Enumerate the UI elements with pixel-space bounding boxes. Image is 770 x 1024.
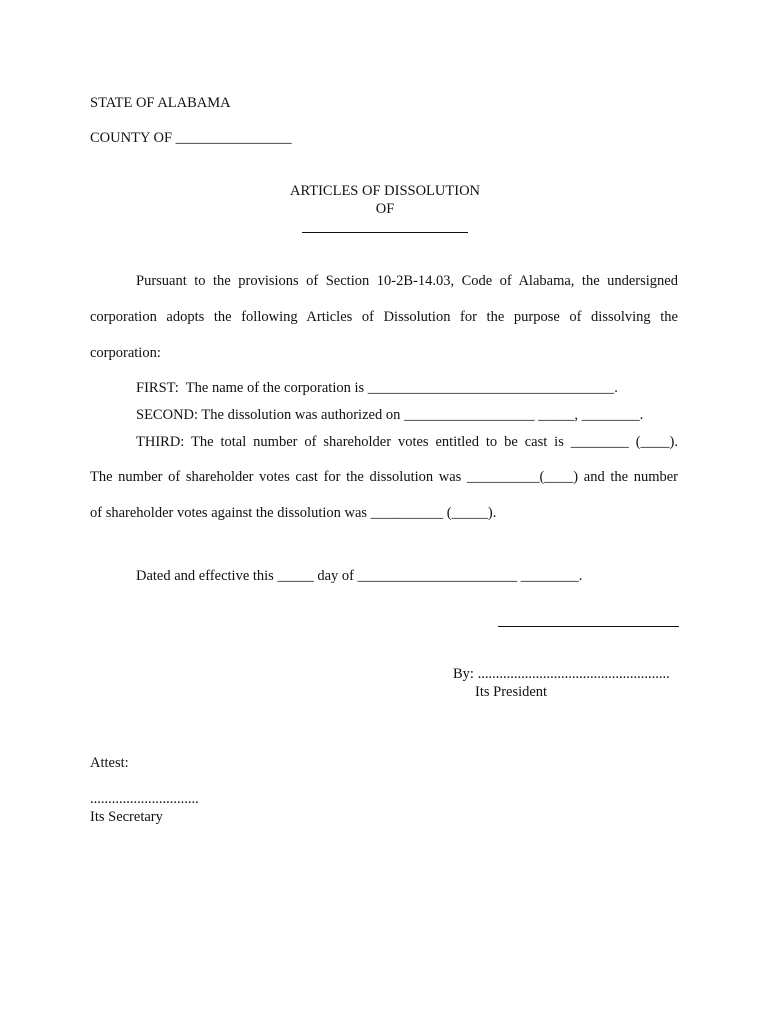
article-third: THIRD: The total number of shareholder votes entitled to be cast is ________ (____).: [136, 434, 678, 450]
corporation-signature-line: [498, 626, 679, 627]
document-title: ARTICLES OF DISSOLUTION: [289, 183, 481, 199]
document-title-of: OF: [375, 201, 395, 217]
intro-paragraph-line-3: corporation:: [90, 345, 161, 361]
dated-effective-line: Dated and effective this _____ day of ______________________ ________.: [136, 568, 583, 584]
intro-paragraph-line-2: corporation adopts the following Articles of Dissolution for the purpose of dissolving the: [90, 309, 678, 325]
county-heading: COUNTY OF ________________: [90, 130, 292, 146]
secretary-signature-line: ..............................: [90, 791, 199, 807]
votes-cast-line: The number of shareholder votes cast for the dissolution was __________(____) and the number: [90, 469, 678, 485]
article-second: SECOND: The dissolution was authorized on __________________ _____, ________.: [136, 407, 644, 423]
president-signature-line: By: .....................................................: [453, 666, 670, 682]
president-label: Its President: [475, 684, 548, 700]
attest-label: Attest:: [90, 755, 129, 771]
votes-against-line: of shareholder votes against the dissolution was __________ (_____).: [90, 505, 497, 521]
state-heading: STATE OF ALABAMA: [90, 95, 231, 111]
corporation-name-line: [302, 232, 468, 233]
article-first: FIRST: The name of the corporation is __________________________________.: [136, 380, 618, 396]
intro-paragraph-line-1: Pursuant to the provisions of Section 10-2B-14.03, Code of Alabama, the undersigned: [136, 273, 678, 289]
secretary-label: Its Secretary: [90, 809, 163, 825]
